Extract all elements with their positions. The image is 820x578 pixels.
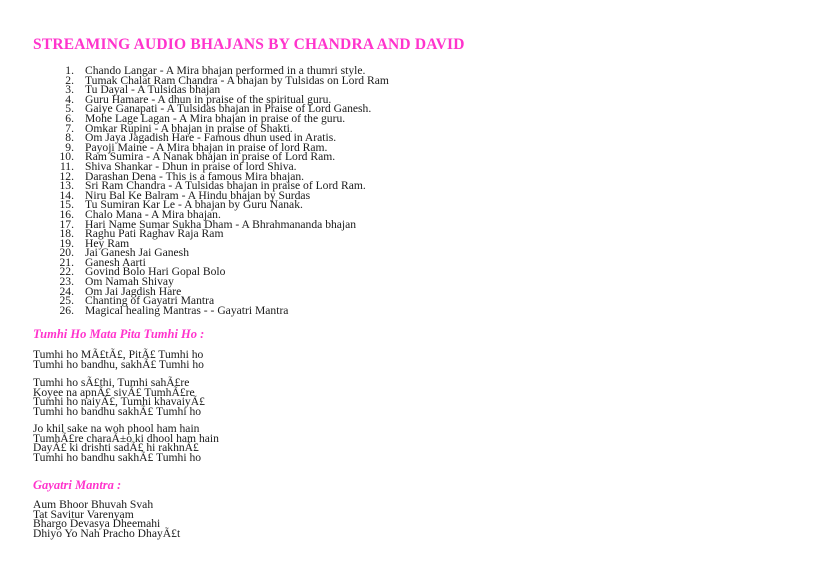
- list-item-number: 21.: [59, 255, 74, 269]
- verse-line: Tumhi ho sÃ£thi, Tumhi sahÃ£re: [33, 376, 190, 389]
- list-item-text: Chando Langar - A Mira bhajan performed in a thumri style.: [85, 64, 366, 77]
- list-item-number: 15.: [59, 198, 74, 212]
- list-item-number: 11.: [59, 159, 74, 173]
- list-item: [40, 303, 780, 317]
- list-item-number: 10.: [59, 150, 74, 164]
- verse-line: Dhiyo Yo Nah Pracho DhayÃ£t: [33, 526, 181, 540]
- list-item-number: 13.: [59, 179, 74, 193]
- verse-line: Tumhi ho bandhu sakhÃ£ Tumhi ho: [33, 450, 202, 464]
- list-item-text: Magical healing Mantras - - Gayatri Mantra: [85, 303, 289, 317]
- list-item-text: Om Jaya Jagadish Hare - Famous dhun used in Aratis.: [85, 131, 337, 145]
- list-item-number: 8.: [65, 131, 74, 145]
- list-item-number: 2.: [65, 73, 74, 87]
- list-item-text: Tu Dayal - A Tulsidas bhajan: [85, 83, 221, 97]
- list-item-text: Payoji Maine - A Mira bhajan in praise of lord Ram.: [85, 140, 328, 154]
- verse-line: Tumhi ho bandhu sakhÃ£ Tumhi ho: [33, 404, 202, 418]
- verse-stanza-3: [33, 424, 219, 462]
- list-item-text: Sri Ram Chandra - A Tulsidas bhajan in praise of Lord Ram.: [85, 179, 366, 193]
- verse-line: Tumhi ho MÃ£tÃ£, PitÃ£ Tumhi ho: [33, 348, 204, 361]
- list-item-number: 7.: [65, 121, 74, 135]
- section-heading-tumhi-ho: Tumhi Ho Mata Pita Tumhi Ho :: [33, 327, 205, 341]
- list-item-text: Tu Sumiran Kar Le - A bhajan by Guru Nanak.: [85, 198, 303, 212]
- list-item-text: Govind Bolo Hari Gopal Bolo: [85, 265, 226, 279]
- verse-line: TumhÃ£re charaÃ±o ki dhool ham hain: [33, 431, 219, 445]
- list-item-number: 14.: [59, 188, 74, 202]
- list-item-text: Omkar Rupini - A bhajan in praise of Shakti.: [85, 121, 293, 135]
- mantra-verse: [33, 500, 180, 538]
- section-heading-gayatri-mantra: Gayatri Mantra :: [33, 478, 122, 492]
- list-item-number: 26.: [59, 303, 74, 317]
- verse-line: DayÃ£ ki drishti sadÃ£ hi rakhnÃ£: [33, 441, 199, 455]
- list-item-number: 12.: [59, 169, 74, 183]
- list-item-number: 24.: [59, 284, 74, 298]
- list-item-text: Darashan Dena - This is a famous Mira bhajan.: [85, 169, 305, 183]
- list-item-text: Ganesh Aarti: [85, 255, 146, 269]
- list-item-text: Shiva Shankar - Dhun in praise of lord Shiva.: [85, 159, 297, 173]
- list-item-number: 1.: [65, 64, 74, 77]
- verse-line: Jo khil sake na woh phool ham hain: [33, 422, 200, 435]
- verse-line: Aum Bhoor Bhuvah Svah: [33, 498, 154, 511]
- list-item-text: Gaiye Ganapati - A Tulsidas bhajan in Praise of Lord Ganesh.: [85, 102, 372, 116]
- list-item-number: 20.: [59, 246, 74, 260]
- bhajan-list: [40, 66, 780, 315]
- verse-line: Tat Savitur Varenyam: [33, 507, 134, 521]
- verse-line: Tumhi ho naiyÃ£, Tumhi khavaiyÃ£: [33, 395, 205, 409]
- list-item-text: Jai Ganesh Jai Ganesh: [85, 246, 189, 260]
- list-item-text: Hari Name Sumar Sukha Dham - A Bhrahmananda bhajan: [85, 217, 357, 231]
- list-item-number: 5.: [65, 102, 74, 116]
- list-item-text: Chanting of Gayatri Mantra: [85, 294, 215, 308]
- list-item-number: 9.: [65, 140, 74, 154]
- list-item-number: 22.: [59, 265, 74, 279]
- list-item-text: Guru Hamare - A dhun in praise of the spiritual guru.: [85, 92, 332, 106]
- list-item-number: 4.: [65, 92, 74, 106]
- list-item-number: 25.: [59, 294, 74, 308]
- list-item-number: 17.: [59, 217, 74, 231]
- verse-stanza-1: [33, 350, 204, 369]
- list-item: [40, 229, 780, 239]
- list-item-text: Ram Sumira - A Nanak bhajan in praise of Lord Ram.: [85, 150, 336, 164]
- list-item-number: 23.: [59, 275, 74, 289]
- list-item-number: 18.: [59, 227, 74, 241]
- page-title: STREAMING AUDIO BHAJANS BY CHANDRA AND DAVID: [33, 36, 465, 53]
- list-item-text: Mohe Lage Lagan - A Mira bhajan in praise of the guru.: [85, 111, 346, 125]
- verse-line: Koyee na apnÃ£ sivÃ£ TumhÃ£re: [33, 385, 195, 399]
- list-item-text: Raghu Pati Raghav Raja Ram: [85, 227, 224, 241]
- verse-line: Bhargo Devasya Dheemahi: [33, 517, 161, 531]
- list-item-number: 6.: [65, 111, 74, 125]
- list-item: [40, 248, 780, 258]
- list-item-text: Tumak Chalat Ram Chandra - A bhajan by Tulsidas on Lord Ram: [85, 73, 389, 87]
- verse-stanza-2: [33, 378, 205, 416]
- list-item-text: Hey Ram: [85, 236, 130, 250]
- verse-line: Tumhi ho bandhu, sakhÃ£ Tumhi ho: [33, 357, 204, 371]
- list-item-text: Om Namah Shivay: [85, 275, 174, 289]
- list-item-number: 3.: [65, 83, 74, 97]
- list-item-number: 19.: [59, 236, 74, 250]
- list-item-number: 16.: [59, 207, 74, 221]
- list-item-text: Niru Bal Ke Balram - A Hindu bhajan by Surdas: [85, 188, 311, 202]
- list-item-text: Chalo Mana - A Mira bhajan.: [85, 207, 221, 221]
- list-item-text: Om Jai Jagdish Hare: [85, 284, 182, 298]
